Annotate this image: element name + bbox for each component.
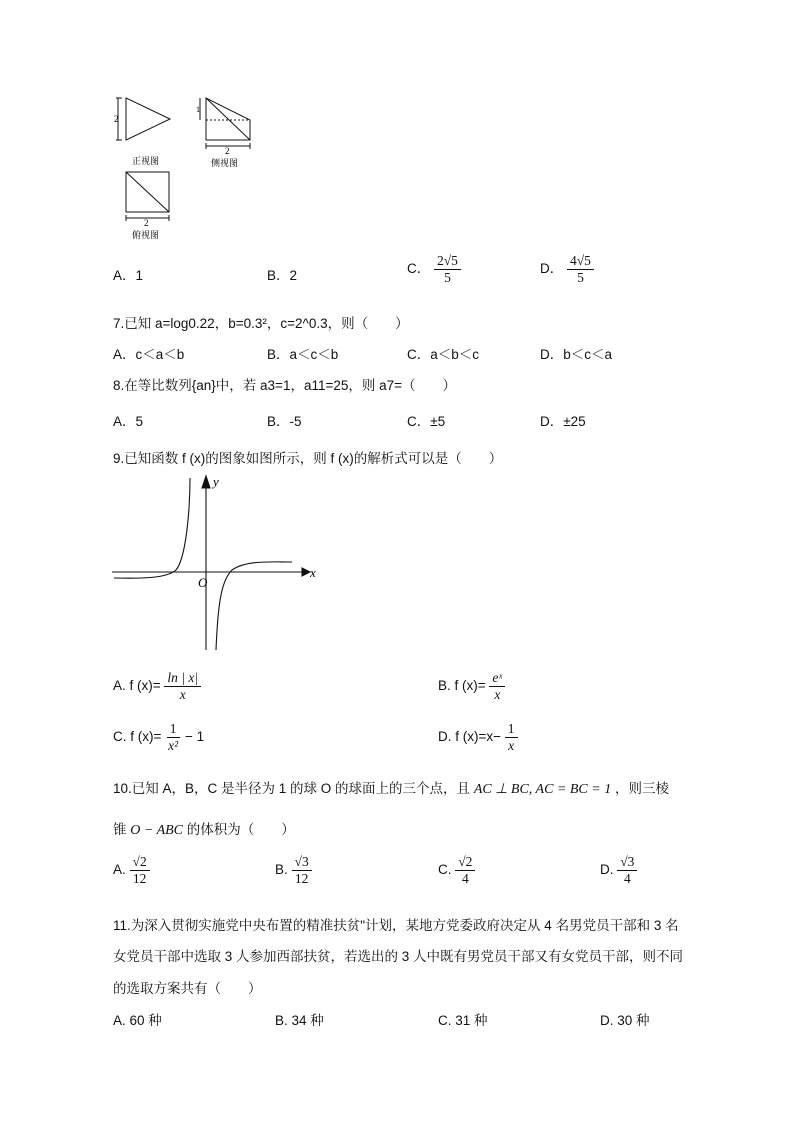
q7-option-a: A．c＜a＜b	[113, 347, 185, 362]
q9-d-den: x	[508, 738, 515, 754]
q10-a-num: √2	[130, 855, 150, 871]
q9-option-c	[113, 722, 204, 753]
side-dim-1: 1	[196, 105, 200, 114]
q9-a-den: x	[179, 687, 186, 703]
q9-option-d	[438, 722, 518, 753]
q7-stem: 7.已知 a=log0.22，b=0.3²，c=2^0.3，则（ ）	[113, 316, 409, 331]
q9-a-prefix: A. f (x)=	[113, 678, 161, 694]
front-view	[116, 98, 170, 140]
q10-a-den: 12	[132, 871, 147, 887]
q11-option-d: D. 30 种	[600, 1013, 650, 1028]
q10-line1-text: 10.已知 A，B，C 是半径为 1 的球 O 的球面上的三个点，且	[113, 781, 471, 796]
front-dim-label: 2	[114, 114, 119, 124]
side-dim-2: 2	[225, 146, 230, 156]
q9-c-fraction	[165, 722, 181, 753]
y-axis-label: y	[213, 474, 219, 489]
q6-option-c	[407, 254, 461, 285]
q6-option-d	[540, 254, 594, 285]
q10-c-num: √2	[455, 855, 475, 871]
q6-option-b: B．2	[267, 268, 298, 283]
q7-option-d: D．b＜c＜a	[540, 347, 613, 362]
q7-option-c: C．a＜b＜c	[407, 347, 480, 362]
q6-c-num: 2√5	[434, 254, 461, 270]
q11-option-c: C. 31 种	[438, 1013, 488, 1028]
q9-b-den: x	[494, 687, 501, 703]
q9-a-fraction	[164, 671, 201, 702]
y-axis-arrow	[202, 476, 210, 488]
q10-d-den: 4	[623, 871, 631, 887]
q7-option-b: B．a＜c＜b	[267, 347, 339, 362]
q8-option-c: C．±5	[407, 414, 446, 429]
q11-line3: 的选取方案共有（ ）	[113, 981, 262, 996]
side-view	[200, 98, 250, 149]
q9-stem: 9.已知函数 f (x)的图象如图所示，则 f (x)的解析式可以是（ ）	[113, 451, 503, 466]
side-view-label: 侧视图	[211, 158, 239, 168]
q8-option-b: B．-5	[267, 414, 302, 429]
q10-b-prefix: B.	[275, 862, 288, 878]
q9-b-num: eˣ	[489, 671, 505, 687]
q10-line2-tail: 的体积为（ ）	[186, 822, 295, 837]
q10-line2	[113, 818, 295, 839]
q9-option-a	[113, 671, 201, 702]
front-view-label: 正视图	[132, 156, 160, 166]
q9-a-num: ln | x|	[164, 671, 201, 687]
q9-d-prefix: D. f (x)=x−	[438, 729, 502, 745]
q6-d-num: 4√5	[567, 254, 594, 270]
q6-c-den: 5	[444, 270, 451, 286]
q11-line1: 11.为深入贯彻实施党中央布置的精准扶贫"计划，某地方党委政府决定从 4 名男党员干部和 3 名	[113, 918, 679, 933]
q6-c-prefix: C．	[407, 261, 431, 277]
q10-d-prefix: D.	[600, 862, 614, 878]
q10-line1-tail: ，则三棱	[614, 781, 669, 796]
q10-condition: AC ⊥ BC, AC = BC = 1	[473, 782, 612, 797]
q9-c-num: 1	[167, 722, 180, 738]
q9-c-prefix: C. f (x)=	[113, 729, 162, 745]
q6-d-den: 5	[577, 270, 584, 286]
q10-b-fraction	[292, 855, 312, 886]
q10-a-prefix: A.	[113, 862, 126, 878]
top-view-label: 俯视图	[132, 230, 160, 240]
q9-c-den: x²	[168, 738, 179, 754]
q10-d-num: √3	[617, 855, 637, 871]
q10-option-a	[113, 855, 150, 886]
q6-option-a: A．1	[113, 268, 144, 283]
q6-d-fraction	[567, 254, 594, 285]
q10-option-d	[600, 855, 637, 886]
q9-option-b	[438, 671, 505, 702]
left-branch	[114, 478, 190, 578]
x-axis-label: x	[310, 565, 316, 580]
x-axis-arrow	[302, 568, 310, 576]
q10-b-num: √3	[292, 855, 312, 871]
top-view	[126, 172, 169, 221]
origin-label: O	[198, 575, 208, 590]
q11-option-a: A. 60 种	[113, 1013, 162, 1028]
q11-line2: 女党员干部中选取 3 人参加西部扶贫，若选出的 3 人中既有男党员干部又有女党员干部，则不同	[113, 949, 684, 964]
right-branch	[216, 562, 292, 650]
q10-b-den: 12	[294, 871, 309, 887]
q8-option-d: D．±25	[540, 414, 586, 429]
q10-line2-pre: 锥	[113, 822, 127, 837]
q6-d-prefix: D．	[540, 261, 564, 277]
q10-d-fraction	[617, 855, 637, 886]
q10-line1	[113, 777, 669, 798]
q9-b-fraction	[489, 671, 505, 702]
q9-b-prefix: B. f (x)=	[438, 678, 486, 694]
q9-c-tail: − 1	[184, 729, 205, 745]
q11-option-b: B. 34 种	[275, 1013, 324, 1028]
q10-a-fraction	[130, 855, 150, 886]
q8-option-a: A．5	[113, 414, 144, 429]
q10-c-fraction	[455, 855, 475, 886]
q10-solid: O − ABC	[130, 823, 184, 838]
top-dim-2: 2	[144, 218, 149, 228]
q9-d-num: 1	[505, 722, 518, 738]
q8-stem: 8.在等比数列{an}中，若 a3=1，a11=25，则 a7=（ ）	[113, 378, 457, 393]
q6-c-fraction	[434, 254, 461, 285]
q9-d-fraction	[505, 722, 518, 753]
q10-c-prefix: C.	[438, 862, 452, 878]
three-view-figure	[110, 92, 270, 242]
q10-option-b	[275, 855, 312, 886]
q10-c-den: 4	[461, 871, 469, 887]
q10-option-c	[438, 855, 475, 886]
q9-function-graph	[110, 470, 330, 655]
